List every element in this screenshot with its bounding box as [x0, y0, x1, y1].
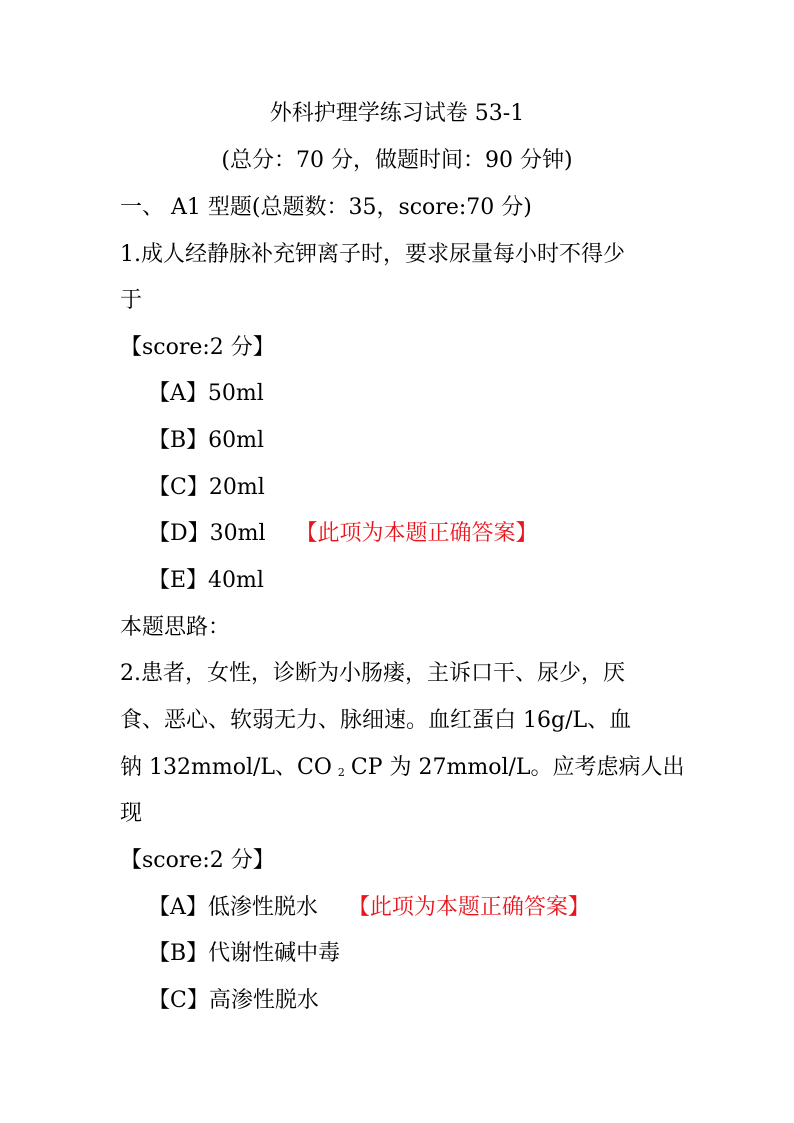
question-1-option-a: 【A】50ml: [148, 381, 264, 406]
question-2-text-line3: [120, 755, 794, 786]
question-2-text-line4: 现: [120, 801, 143, 826]
question-2-option-a: [148, 895, 794, 921]
question-1-correct-answer-mark: 【此项为本题正确答案】: [295, 521, 538, 546]
question-1-option-d-label: 【D】30ml: [148, 521, 266, 546]
question-2-score: 【score:2 分】: [120, 848, 275, 873]
question-2-option-a-label: 【A】低渗性脱水: [148, 895, 318, 920]
question-1-option-d: [148, 521, 794, 547]
question-2-option-c: 【C】高渗性脱水: [148, 988, 319, 1013]
question-2-subscript: 2: [337, 766, 345, 779]
question-1-score: 【score:2 分】: [120, 335, 275, 360]
question-2-text-line3-part1: 钠 132mmol/L、CO: [120, 755, 332, 780]
question-1-option-c: 【C】20ml: [148, 475, 265, 500]
question-1-text-line2: 于: [120, 288, 143, 313]
question-2-text-line2: 食、恶心、软弱无力、脉细速。血红蛋白 16g/L、血: [120, 708, 632, 733]
question-1-analysis-label: 本题思路：: [120, 615, 231, 640]
question-2-text-line1: 2.患者，女性，诊断为小肠瘘，主诉口干、尿少，厌: [120, 661, 625, 686]
exam-meta: (总分：70 分，做题时间：90 分钟): [221, 148, 573, 173]
question-1-option-b: 【B】60ml: [148, 428, 265, 453]
section-heading: 一、 A1 型题(总题数：35，score:70 分): [120, 195, 532, 220]
question-2-correct-answer-mark: 【此项为本题正确答案】: [347, 895, 590, 920]
question-1-option-e: 【E】40ml: [148, 568, 264, 593]
page-title: 外科护理学练习试卷 53-1: [269, 101, 525, 126]
question-1-text-line1: 1.成人经静脉补充钾离子时，要求尿量每小时不得少: [120, 242, 625, 267]
question-2-text-line3-part2: CP 为 27mmol/L。应考虑病人出: [350, 755, 685, 780]
question-2-option-b: 【B】代谢性碱中毒: [148, 941, 341, 966]
